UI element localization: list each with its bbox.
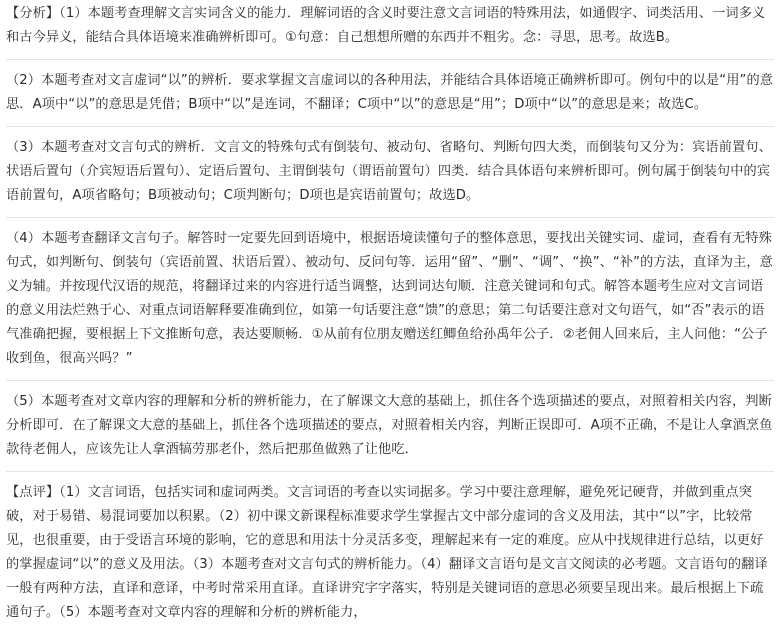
comment-paragraph <box>6 481 774 625</box>
divider <box>6 471 774 472</box>
divider <box>6 217 774 218</box>
comment-text: （1）文言词语，包括实词和虚词两类。文言词语的考查以实词据多。学习中要注意理解，避免死记硬背，并做到重点突破，对于易错、易混词要加以积累。（2）初中课文新课程标准要求学生掌握古文中部分虚词的含义及用法，其中“以”字，比较常见，也很重要，由于受语言环境的影响，它的意思和用法十分灵活多变，理解起来有一定的难度。应从中找规律进行总结，以更好的掌握虚词“以”的意义及用法。（3）本题考查对文言句式的辨析能力。（4）翻译文言语句是文言文阅读的必考题。文言语句的翻译一般有两种方法，直译和意译，中考时常采用直译。直译讲究字字落实，特别是关键词语的意思必须要呈现出来。最后根据上下疏通句子。（5）本题考查对文章内容的理解和分析的辨析能力， <box>6 485 768 620</box>
analysis-paragraph-3: （3）本题考查对文言句式的辨析．文言文的特殊句式有倒装句、被动句、省略句、判断句四大类，而倒装句又分为：宾语前置句、状语后置句（介宾短语后置句）、定语后置句、主谓倒装句（谓语前置句）四类．结合具体语句来辨析即可。例句属于倒装句中的宾语前置句，A项省略句；B项被动句；C项判断句；D项也是宾语前置句；故选D。 <box>6 140 772 203</box>
analysis-paragraph-2: （2）本题考查对文言虚词“以”的辨析．要求掌握文言虚词以的各种用法，并能结合具体语境正确辨析即可。例句中的以是“用”的意思．A项中“以”的意思是凭借；B项中“以”是连词，不翻译；C项中“以”的意思是“用”；D项中“以”的意思是来；故选C。 <box>6 73 774 112</box>
analysis-text-1: （1）本题考查理解文言实词含义的能力．理解词语的含义时要注意文言词语的特殊用法，如通假字、词类活用、一词多义和古今异义，能结合具体语境来准确辨析即可。①句意：自己想想所赠的东西并不粗劣。念：寻思，思考。故选B。 <box>6 6 766 45</box>
divider <box>6 126 774 127</box>
analysis-paragraph-4: （4）本题考查翻译文言句子。解答时一定要先回到语境中，根据语境读懂句子的整体意思，要找出关键实词、虚词，查看有无特殊句式，如判断句、倒装句（宾语前置、状语后置）、被动句、反问句等．运用“留”、“删”、“调”、“换”、“补”的方法，直译为主，意义为辅。并按现代汉语的规范，将翻译过来的内容进行适当调整，达到词达句顺．注意关键词和句式。解答本题考生应对文言词语的意义用法烂熟于心、对重点词语解释要准确到位，如第一句话要注意“馈”的意思；第二句话要注意对文句语气，如“否”表示的语气准确把握，要根据上下文推断句意，表达要顺畅．①从前有位朋友赠送红鲫鱼给孙禹年公子．②老佣人回来后，主人问他：“公子收到鱼，很高兴吗？” <box>6 231 773 366</box>
analysis-paragraph-5: （5）本题考查对文章内容的理解和分析的辨析能力，在了解课文大意的基础上，抓住各个选项描述的要点，对照着相关内容，判断分析即可．在了解课文大意的基础上，抓住各个选项描述的要点，对照着相关内容，判断正误即可．A项不正确，不是让人拿酒烹鱼款待老佣人，应该先让人拿酒犒劳那老仆，然后把那鱼做熟了让他吃． <box>6 394 773 457</box>
divider <box>6 59 774 60</box>
comment-tag: 【点评】 <box>6 485 60 500</box>
analysis-tag: 【分析】 <box>6 6 60 21</box>
analysis-paragraph-1 <box>6 2 774 50</box>
divider <box>6 380 774 381</box>
